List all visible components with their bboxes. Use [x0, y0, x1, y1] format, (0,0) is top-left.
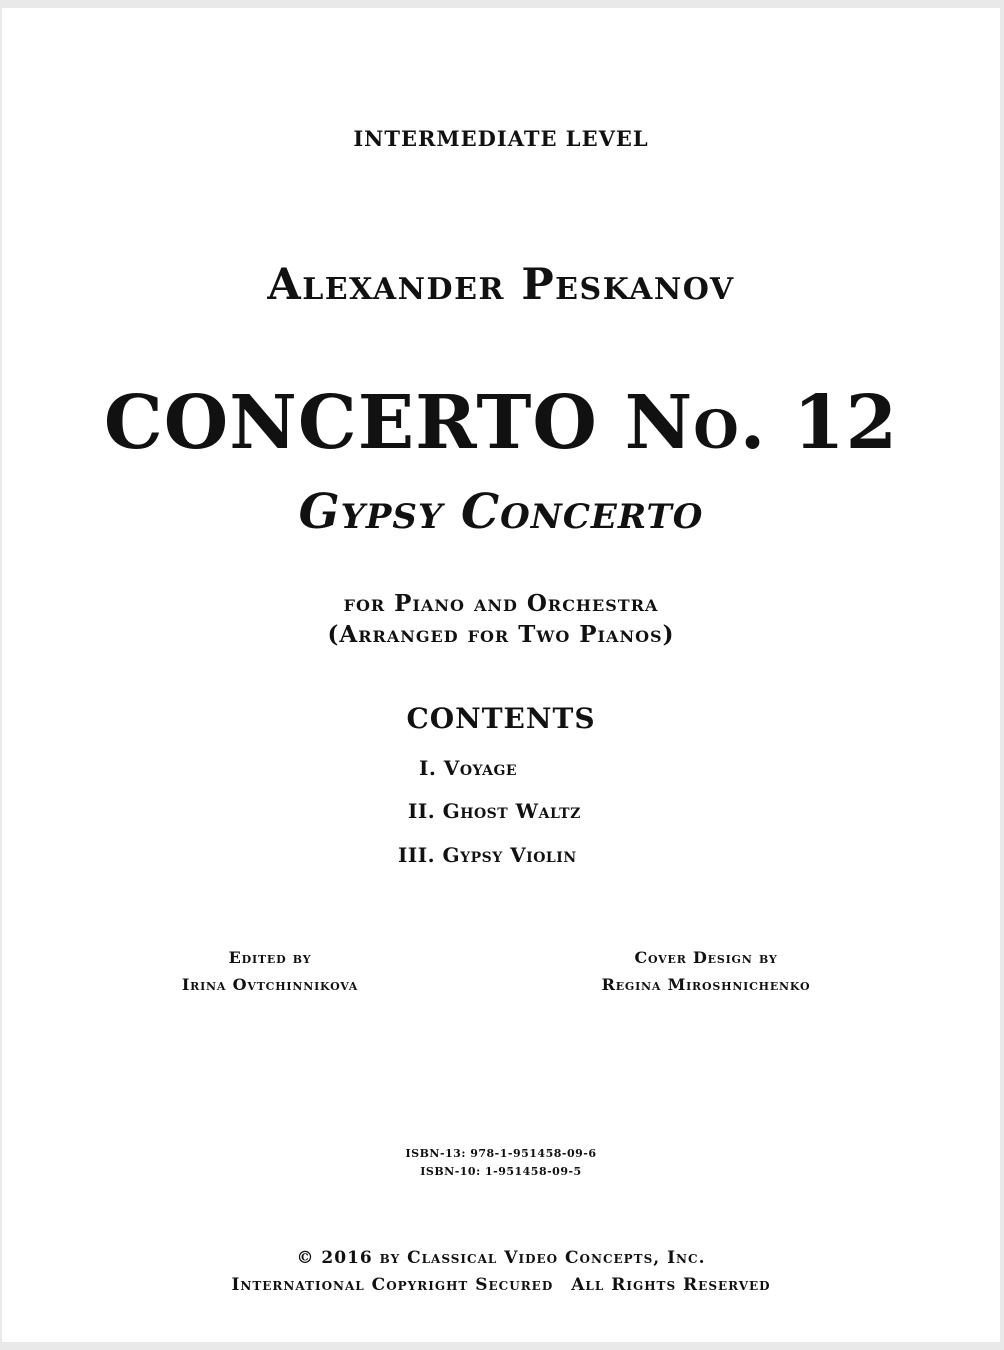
editor-name: Irina Ovtchinnikova — [181, 975, 359, 994]
contents-item-title: Voyage — [443, 756, 518, 780]
work-title-no: No. — [624, 380, 767, 466]
contents-heading: CONTENTS — [406, 702, 596, 735]
contents-item-numeral: III. — [398, 843, 436, 867]
work-title-number: 12 — [766, 380, 899, 466]
contents-item — [419, 756, 517, 780]
work-subtitle: Gypsy Concerto — [298, 484, 704, 540]
instrumentation-line-1: for Piano and Orchestra — [343, 590, 659, 617]
contents-item — [398, 843, 577, 867]
copyright-secured: International Copyright Secured — [231, 1275, 554, 1295]
work-title-main: CONCERTO — [103, 380, 625, 466]
title-page — [2, 8, 1000, 1342]
contents-item-title: Ghost Waltz — [442, 799, 581, 823]
copyright-line: © 2016 by Classical Video Concepts, Inc. — [296, 1248, 706, 1268]
work-title — [2, 380, 1000, 466]
rights-reserved: All Rights Reserved — [571, 1275, 771, 1295]
composer-name: Alexander Peskanov — [267, 260, 735, 310]
isbn-13: ISBN-13: 978-1-951458-09-6 — [405, 1147, 597, 1160]
isbn-10: ISBN-10: 1-951458-09-5 — [420, 1165, 582, 1178]
cover-design-label: Cover Design by — [634, 948, 778, 967]
contents-item-title: Gypsy Violin — [442, 843, 577, 867]
cover-designer-name: Regina Miroshnichenko — [601, 975, 811, 994]
editor-label: Edited by — [228, 948, 312, 967]
level-label: INTERMEDIATE LEVEL — [353, 126, 649, 151]
contents-item-numeral: II. — [408, 799, 436, 823]
rights-line — [2, 1275, 1000, 1295]
contents-item — [408, 799, 581, 823]
instrumentation-line-2: (Arranged for Two Pianos) — [327, 621, 675, 648]
contents-item-numeral: I. — [419, 756, 437, 780]
